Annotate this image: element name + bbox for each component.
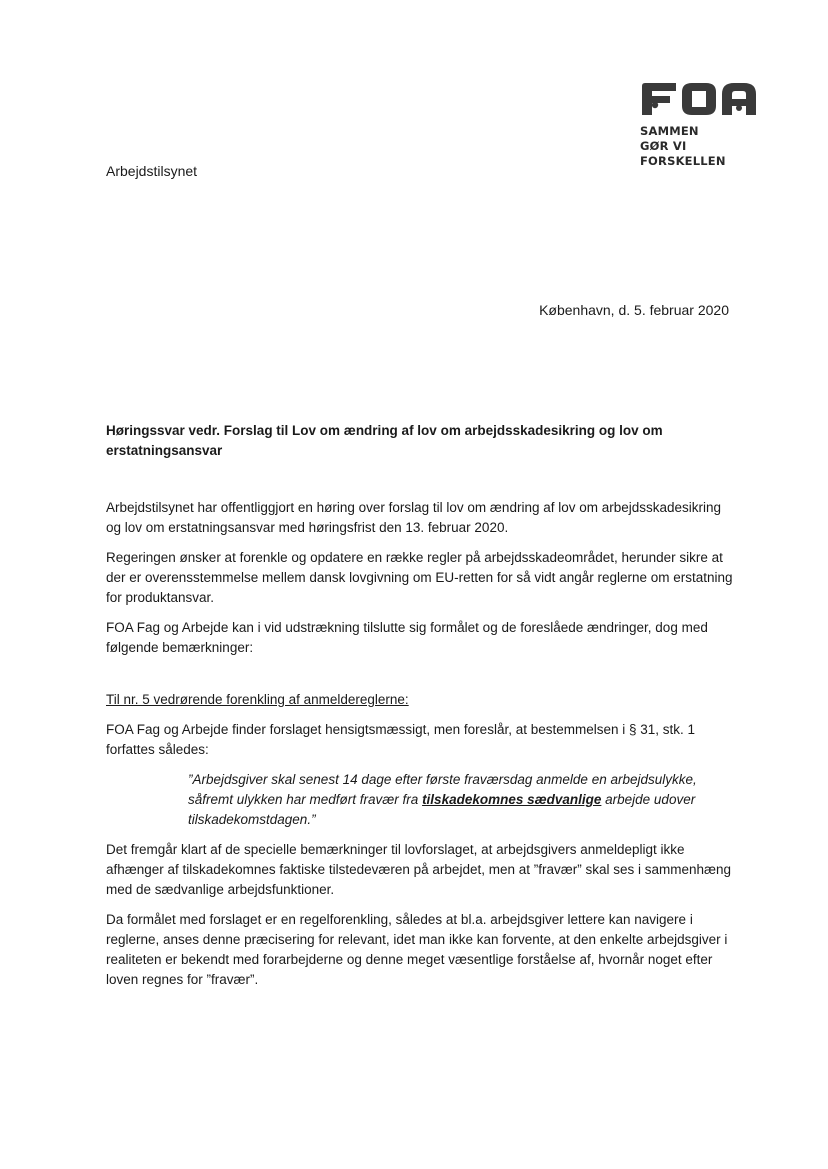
tagline-line-2: GØR VI FORSKELLEN: [640, 139, 726, 168]
body-paragraph-3: FOA Fag og Arbejde kan i vid udstrækning tilslutte sig formålet og de foreslåede ændringer, dog med følgende bemærkninger:: [106, 620, 708, 655]
section-heading: Til nr. 5 vedrørende forenkling af anmeldereglerne:: [106, 692, 409, 707]
letter-date: København, d. 5. februar 2020: [539, 302, 729, 318]
letter-body: [106, 498, 736, 1000]
letter-subject: Høringssvar vedr. Forslag til Lov om ændring af lov om arbejdsskadesikring og lov om erstatningsansvar: [106, 423, 663, 458]
quote-emphasis: tilskadekomnes sædvanlige: [422, 792, 602, 807]
quote-text-start: ”Arbejdsgiver skal senest 14 dage efter første fraværsdag anmelde en arbejdsulykke, såfremt ulykken har medført fravær fra: [188, 772, 697, 807]
section-intro: FOA Fag og Arbejde finder forslaget hensigtsmæssigt, men foreslår, at bestemmelsen i § 31, stk. 1 forfattes således:: [106, 722, 696, 757]
recipient: Arbejdstilsynet: [106, 163, 198, 179]
body-paragraph-1: Arbejdstilsynet har offentliggjort en høring over forslag til lov om ændring af lov om arbejdsskadesikring og lov om erstatningsansvar med høringsfrist den 13. februar 2020.: [106, 500, 722, 535]
section-paragraph-1: Det fremgår klart af de specielle bemærkninger til lovforslaget, at arbejdsgivers anmeldepligt ikke afhænger af tilskadekomnes faktiske tilstedeværen på arbejdet, men at ”fravær” skal ses i sammenhæng med de sædvanlige arbejdsfunktioner.: [106, 842, 732, 897]
tagline-line-1: SAMMEN: [640, 124, 699, 138]
foa-logo: [640, 82, 760, 169]
body-paragraph-2: Regeringen ønsker at forenkle og opdatere en række regler på arbejdsskadeområdet, herunder sikre at der er overensstemmelse mellem dansk lovgivning om EU-retten for så vidt angår reglerne om erstatning for produktansvar.: [106, 550, 733, 605]
logo-tagline: [640, 124, 760, 169]
foa-logo-mark: [640, 82, 758, 116]
section-paragraph-2: Da formålet med forslaget er en regelforenkling, således at bl.a. arbejdsgiver lettere kan navigere i reglerne, anses denne præcisering for relevant, idet man ikke kan forvente, at den enkelte arbejdsgiver i realiteten er bekendt med forarbejderne og denne meget væsentlige forståelse af, hvornår noget efter loven regnes for ”fravær”.: [106, 912, 728, 987]
quote-text-end: arbejde udover tilskadekomstdagen.”: [188, 792, 696, 827]
proposed-wording-quote: [188, 770, 738, 830]
